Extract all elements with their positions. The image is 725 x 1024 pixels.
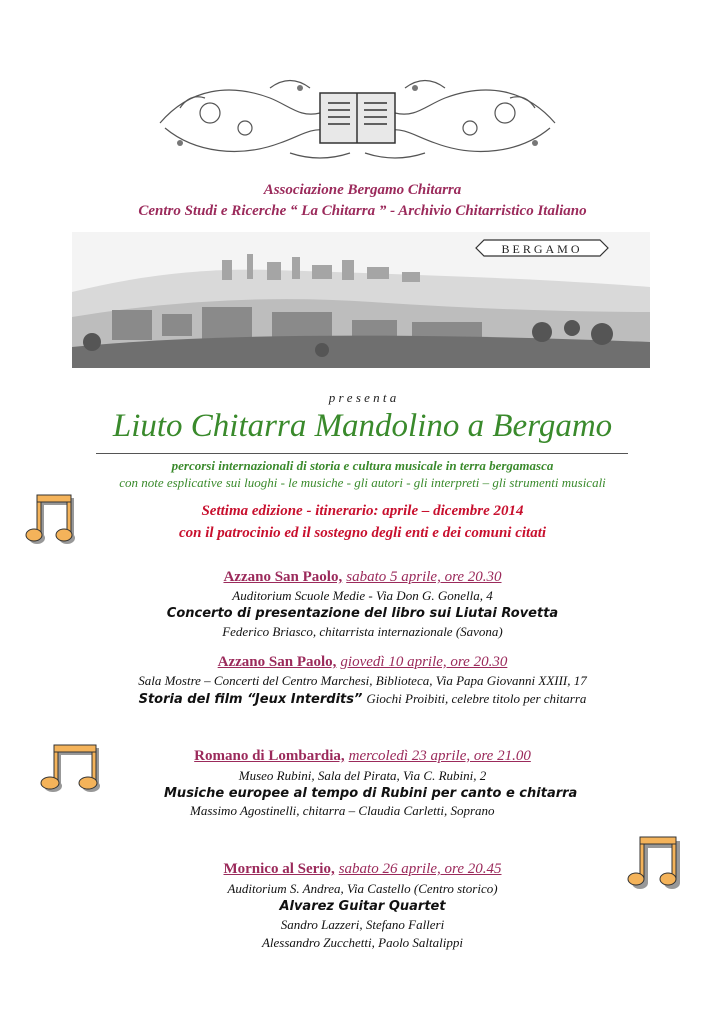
- event-3-heading: [0, 747, 725, 765]
- event-date: mercoledì 23 aprile, ore 21.00: [348, 748, 531, 764]
- event-place: Mornico al Serio,: [223, 861, 335, 877]
- event-place: Azzano San Paolo,: [217, 654, 337, 670]
- event-program-rest: Giochi Proibiti, celebre titolo per chitarra: [366, 691, 587, 706]
- event-date: sabato 26 aprile, ore 20.45: [338, 861, 502, 877]
- presents-label: p r e s e n t a: [328, 390, 397, 405]
- ornamental-emblem: [150, 68, 565, 168]
- event-program: Musiche europee al tempo di Rubini per canto e chitarra: [164, 786, 578, 801]
- event-1-heading: [0, 568, 725, 586]
- association-name: Associazione Bergamo Chitarra: [263, 182, 462, 198]
- event-program: Concerto di presentazione del libro sui Liutai Rovetta: [166, 606, 559, 621]
- event-venue: Sala Mostre – Concerti del Centro Marchesi, Biblioteca, Via Papa Giovanni XXIII, 17: [138, 673, 587, 688]
- title-underline: [96, 453, 628, 454]
- event-program: [0, 690, 725, 708]
- music-note-icon: [22, 490, 82, 555]
- subtitle-line2: con note esplicative sui luoghi - le musiche - gli autori - gli interpreti – gli strumenti musicali: [119, 475, 606, 490]
- centre-name: Centro Studi e Ricerche “ La Chitarra ” - Archivio Chitarristico Italiano: [138, 203, 587, 219]
- event-performers: Alessandro Zucchetti, Paolo Saltalippi: [261, 935, 463, 950]
- event-venue: Museo Rubini, Sala del Pirata, Via C. Rubini, 2: [238, 768, 487, 783]
- city-banner-label: BERGAMO: [501, 242, 583, 256]
- event-place: Romano di Lombardia,: [194, 748, 345, 764]
- event-performers: Sandro Lazzeri, Stefano Falleri: [280, 917, 445, 932]
- event-venue: Auditorium Scuole Medie - Via Don G. Gonella, 4: [232, 588, 493, 603]
- bergamo-panorama-engraving: [72, 232, 650, 368]
- event-4-heading: [0, 860, 725, 878]
- event-performers: Massimo Agostinelli, chitarra – Claudia Carletti, Soprano: [190, 803, 495, 818]
- event-date: giovedì 10 aprile, ore 20.30: [340, 654, 508, 670]
- event-venue: Auditorium S. Andrea, Via Castello (Centro storico): [227, 881, 498, 896]
- event-program-title: Storia del film “Jeux Interdits”: [138, 692, 363, 707]
- event-performers: Federico Briasco, chitarrista internazionale (Savona): [222, 624, 503, 639]
- patronage-line: con il patrocinio ed il sostegno degli enti e dei comuni citati: [178, 525, 547, 541]
- event-place: Azzano San Paolo,: [223, 569, 343, 585]
- event-program: Alvarez Guitar Quartet: [279, 899, 446, 914]
- event-2-heading: [0, 653, 725, 671]
- page-title: Liuto Chitarra Mandolino a Bergamo: [112, 408, 613, 444]
- subtitle-line1: percorsi internazionali di storia e cultura musicale in terra bergamasca: [171, 458, 554, 473]
- edition-line: Settima edizione - itinerario: aprile – dicembre 2014: [201, 503, 524, 519]
- event-date: sabato 5 aprile, ore 20.30: [346, 569, 502, 585]
